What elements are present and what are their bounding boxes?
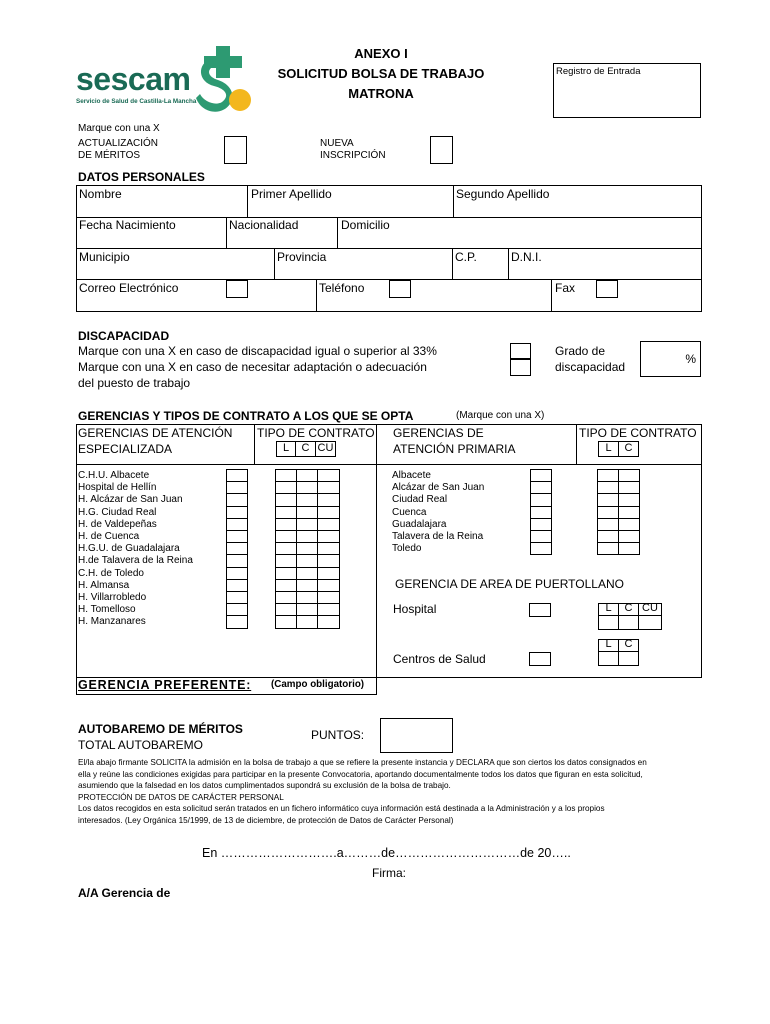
especializada-select-checkbox[interactable] <box>226 603 248 616</box>
actualizacion-checkbox[interactable] <box>224 136 247 164</box>
centros-salud-label: Centros de Salud <box>393 652 486 666</box>
nombre-field[interactable] <box>77 186 247 217</box>
especializada-contract-checkbox[interactable] <box>275 567 297 580</box>
gerencias-note: (Marque con una X) <box>456 410 545 421</box>
nueva-label-2: INSCRIPCIÓN <box>320 150 386 161</box>
especializada-contract-checkbox[interactable] <box>317 542 340 555</box>
especializada-contract-checkbox[interactable] <box>317 506 340 519</box>
especializada-contract-checkbox[interactable] <box>296 506 318 519</box>
grado-label-2: discapacidad <box>555 360 626 374</box>
correo-label: Correo Electrónico <box>79 281 179 295</box>
especializada-contract-checkbox[interactable] <box>296 542 318 555</box>
dni-label: D.N.I. <box>511 250 542 264</box>
cp-label: C.P. <box>455 250 477 264</box>
especializada-select-checkbox[interactable] <box>226 542 248 555</box>
discapacidad-line-1: Marque con una X en caso de discapacidad igual o superior al 33% <box>78 344 437 358</box>
especializada-select-checkbox[interactable] <box>226 506 248 519</box>
fecha-line[interactable]: En ……………………….a………de…………………………de 20….. <box>202 846 571 860</box>
autobaremo-title: AUTOBAREMO DE MÉRITOS <box>78 722 243 736</box>
legal-line: El/la abajo firmante SOLICITA la admisión en la bolsa de trabajo a que se refiere la presente instancia y DECLARA que son ciertos los datos consignados en <box>78 758 647 767</box>
puertollano-centros-checkbox[interactable] <box>529 652 551 666</box>
primaria-contract-checkbox[interactable] <box>618 506 640 519</box>
prim-col-c: C <box>624 442 633 454</box>
primaria-contract-checkbox[interactable] <box>618 493 640 506</box>
puntos-label: PUNTOS: <box>311 728 365 742</box>
legal-line: asumiendo que la falsedad en los datos cumplimentados supondrá su exclusión de la bolsa de trabajo. <box>78 781 451 790</box>
prim-tipo-contrato: TIPO DE CONTRATO <box>579 426 697 440</box>
especializada-contract-checkbox[interactable] <box>296 493 318 506</box>
especializada-contract-checkbox[interactable] <box>296 518 318 531</box>
list-item: Guadalajara <box>392 518 447 530</box>
datos-personales-title: DATOS PERSONALES <box>78 170 205 184</box>
especializada-contract-checkbox[interactable] <box>275 481 297 494</box>
discapacidad-title: DISCAPACIDAD <box>78 329 170 343</box>
discapacidad-checkbox[interactable] <box>510 343 531 359</box>
list-item: Talavera de la Reina <box>392 531 484 543</box>
actualizacion-label-1: ACTUALIZACIÓN <box>78 138 159 149</box>
primaria-select-checkbox[interactable] <box>530 481 552 494</box>
especializada-contract-checkbox[interactable] <box>317 603 340 616</box>
list-item: Albacete <box>392 470 431 481</box>
list-item: H.G.U. de Guadalajara <box>78 543 180 555</box>
especializada-contract-checkbox[interactable] <box>275 493 297 506</box>
firma-label: Firma: <box>372 866 406 880</box>
gerencias-title: GERENCIAS Y TIPOS DE CONTRATO A LOS QUE SE OPTA <box>78 409 414 423</box>
especializada-contract-checkbox[interactable] <box>317 615 340 628</box>
gerencia-preferente-label: GERENCIA PREFERENTE: <box>78 678 252 692</box>
destinatario: A/A Gerencia de <box>78 886 171 900</box>
mark-instruction: Marque con una X <box>78 123 160 134</box>
grado-discapacidad-field[interactable] <box>640 341 701 377</box>
nueva-label-1: NUEVA <box>320 138 354 149</box>
legal-line: PROTECCIÓN DE DATOS DE CARÁCTER PERSONAL <box>78 792 284 802</box>
especializada-contract-checkbox[interactable] <box>317 579 340 592</box>
legal-declaration <box>78 757 647 826</box>
logo-s-mark-icon <box>192 44 252 120</box>
hosp-col-l: L <box>605 602 612 614</box>
prim-header-1: GERENCIAS DE <box>393 426 484 440</box>
primaria-contract-checkbox[interactable] <box>597 542 619 555</box>
grado-label-1: Grado de <box>555 344 606 358</box>
primaria-list <box>392 470 484 555</box>
header-title-2: SOLICITUD BOLSA DE TRABAJO <box>277 66 485 81</box>
especializada-select-checkbox[interactable] <box>226 518 248 531</box>
list-item: Ciudad Real <box>392 494 448 506</box>
especializada-contract-checkbox[interactable] <box>317 554 340 567</box>
puertollano-hospital-checkbox[interactable] <box>529 603 551 617</box>
especializada-contract-checkbox[interactable] <box>317 567 340 580</box>
correo-field[interactable] <box>226 280 248 298</box>
fecha-nacimiento-label: Fecha Nacimiento <box>79 218 176 232</box>
especializada-contract-checkbox[interactable] <box>317 518 340 531</box>
list-item: Hospital de Hellín <box>78 482 157 494</box>
registro-label: Registro de Entrada <box>556 66 641 77</box>
cp-field[interactable] <box>453 249 508 279</box>
primer-apellido-field[interactable] <box>248 186 453 217</box>
especializada-select-checkbox[interactable] <box>226 579 248 592</box>
prim-header-2: ATENCIÓN PRIMARIA <box>393 442 516 456</box>
especializada-list <box>78 470 193 629</box>
header-title-1: ANEXO I <box>354 46 408 61</box>
especializada-contract-checkbox[interactable] <box>275 518 297 531</box>
especializada-contract-checkbox[interactable] <box>275 603 297 616</box>
logo-text: sescam <box>76 61 191 97</box>
fecha-nacimiento-field[interactable] <box>77 218 226 248</box>
telefono-field[interactable] <box>389 280 411 298</box>
domicilio-label: Domicilio <box>341 218 390 232</box>
segundo-apellido-label: Segundo Apellido <box>456 187 550 201</box>
list-item: H. de Cuenca <box>78 531 140 543</box>
fax-label: Fax <box>555 281 576 295</box>
list-item: Toledo <box>392 543 422 555</box>
primaria-contract-checkbox[interactable] <box>597 493 619 506</box>
provincia-label: Provincia <box>277 250 327 264</box>
list-item: H.de Talavera de la Reina <box>78 555 193 567</box>
nueva-inscripcion-checkbox[interactable] <box>430 136 453 164</box>
domicilio-field[interactable] <box>338 218 701 248</box>
primaria-contract-checkbox[interactable] <box>618 481 640 494</box>
prim-col-l: L <box>605 442 612 454</box>
especializada-contract-checkbox[interactable] <box>296 481 318 494</box>
dni-field[interactable] <box>509 249 701 279</box>
primaria-select-checkbox[interactable] <box>530 518 552 531</box>
hosp-c-checkbox[interactable] <box>618 615 639 630</box>
puertollano-title: GERENCIA DE AREA DE PUERTOLLANO <box>395 577 624 591</box>
esp-header-2: ESPECIALIZADA <box>78 442 173 456</box>
primaria-contract-checkbox[interactable] <box>618 542 640 555</box>
municipio-field[interactable] <box>77 249 274 279</box>
especializada-contract-checkbox[interactable] <box>275 542 297 555</box>
esp-header-1: GERENCIAS DE ATENCIÓN <box>78 426 233 440</box>
primaria-contract-checkbox[interactable] <box>597 481 619 494</box>
logo-subtitle: Servicio de Salud de Castilla-La Mancha <box>76 98 197 105</box>
primaria-contract-checkbox[interactable] <box>618 518 640 531</box>
actualizacion-label-2: DE MÉRITOS <box>78 150 141 161</box>
telefono-label: Teléfono <box>319 281 365 295</box>
primaria-select-checkbox[interactable] <box>530 493 552 506</box>
list-item: H. Tomelloso <box>78 604 136 616</box>
list-item: H. de Valdepeñas <box>78 518 157 530</box>
primer-apellido-label: Primer Apellido <box>251 187 332 201</box>
especializada-contract-checkbox[interactable] <box>296 567 318 580</box>
fax-field[interactable] <box>596 280 618 298</box>
centros-l-checkbox[interactable] <box>598 651 619 666</box>
legal-line: ella y reúne las condiciones exigidas para participar en la presente Convocatoria, aportando documentalmente todos los datos que figuran en esta solicitud, <box>78 769 643 779</box>
primaria-contract-checkbox[interactable] <box>597 506 619 519</box>
gerencia-preferente-field[interactable] <box>380 678 700 694</box>
especializada-contract-checkbox[interactable] <box>296 579 318 592</box>
list-item: H. Almansa <box>78 579 130 591</box>
hospital-label: Hospital <box>393 602 437 616</box>
especializada-contract-checkbox[interactable] <box>317 493 340 506</box>
percent-sign: % <box>685 352 696 366</box>
total-autobaremo-label: TOTAL AUTOBAREMO <box>78 738 203 752</box>
hosp-cu-checkbox[interactable] <box>638 615 662 630</box>
primaria-contract-checkbox[interactable] <box>597 518 619 531</box>
list-item: C.H. de Toledo <box>78 567 144 579</box>
centros-col-l: L <box>605 638 612 650</box>
discapacidad-line-3: del puesto de trabajo <box>78 376 191 390</box>
provincia-field[interactable] <box>275 249 452 279</box>
list-item: Cuenca <box>392 506 427 518</box>
list-item: C.H.U. Albacete <box>78 470 150 481</box>
especializada-select-checkbox[interactable] <box>226 567 248 580</box>
municipio-label: Municipio <box>79 250 130 264</box>
header-title-3: MATRONA <box>348 86 414 101</box>
nacionalidad-field[interactable] <box>227 218 337 248</box>
esp-tipo-contrato: TIPO DE CONTRATO <box>257 426 375 440</box>
puntos-field[interactable] <box>380 718 453 753</box>
especializada-contract-checkbox[interactable] <box>275 615 297 628</box>
nacionalidad-label: Nacionalidad <box>229 218 299 232</box>
hosp-col-cu: CU <box>642 602 658 614</box>
esp-col-cu: CU <box>317 442 334 454</box>
esp-col-l: L <box>282 442 290 454</box>
adaptacion-checkbox[interactable] <box>510 359 531 376</box>
discapacidad-line-2: Marque con una X en caso de necesitar adaptación o adecuación <box>78 360 427 374</box>
centros-c-checkbox[interactable] <box>618 651 639 666</box>
legal-line: interesados. (Ley Orgánica 15/1999, de 13 de diciembre, de protección de Datos de Carácter Personal) <box>78 815 454 825</box>
primaria-select-checkbox[interactable] <box>530 506 552 519</box>
hosp-col-c: C <box>624 602 633 614</box>
sescam-logo <box>76 44 252 120</box>
nombre-label: Nombre <box>79 187 122 201</box>
hosp-l-checkbox[interactable] <box>598 615 619 630</box>
centros-col-c: C <box>624 638 633 650</box>
gerencia-preferente-note: (Campo obligatorio) <box>271 679 365 690</box>
especializada-contract-checkbox[interactable] <box>275 554 297 567</box>
especializada-select-checkbox[interactable] <box>226 493 248 506</box>
list-item: H. Alcázar de San Juan <box>78 494 183 506</box>
list-item: H.G. Ciudad Real <box>78 506 157 518</box>
especializada-contract-checkbox[interactable] <box>275 579 297 592</box>
legal-line: Los datos recogidos en esta solicitud serán tratados en un fichero informático cuya información está destinada a la Administración y a los propios <box>78 804 605 813</box>
especializada-select-checkbox[interactable] <box>226 615 248 628</box>
esp-col-c: C <box>301 442 310 454</box>
list-item: H. Villarrobledo <box>78 592 147 604</box>
especializada-contract-checkbox[interactable] <box>296 615 318 628</box>
especializada-contract-checkbox[interactable] <box>317 481 340 494</box>
especializada-contract-checkbox[interactable] <box>275 506 297 519</box>
primaria-select-checkbox[interactable] <box>530 542 552 555</box>
especializada-select-checkbox[interactable] <box>226 481 248 494</box>
segundo-apellido-field[interactable] <box>454 186 701 217</box>
list-item: H. Manzanares <box>78 616 146 628</box>
especializada-contract-checkbox[interactable] <box>296 554 318 567</box>
especializada-contract-checkbox[interactable] <box>296 603 318 616</box>
list-item: Alcázar de San Juan <box>392 482 485 494</box>
registro-entrada-box[interactable] <box>553 63 701 118</box>
especializada-select-checkbox[interactable] <box>226 554 248 567</box>
